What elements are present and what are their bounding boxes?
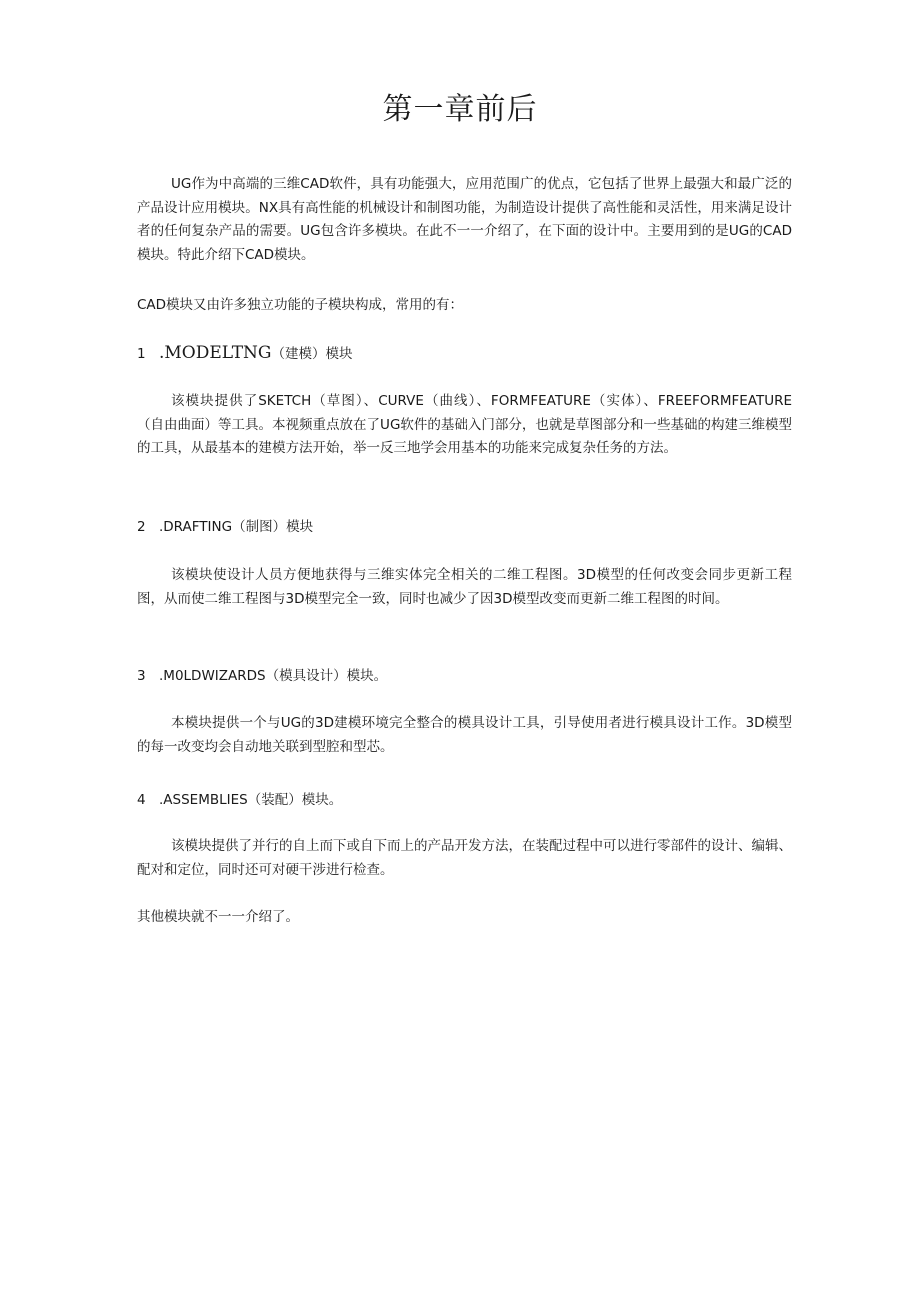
section-body-1: 该模块提供了SKETCH（草图）、CURVE（曲线）、FORMFEATURE（实体）、FREEFORMFEATURE（自由曲面）等工具。本视频重点放在了UG软件的基础入门部分，也就是草图部分和一些基础的构建三维模型的工具，从最基本的建模方法开始，举一反三地学会用基本的功能来完成复杂任务的方法。 <box>137 393 792 456</box>
page-title: 第一章前后 <box>382 92 538 127</box>
section-body-2: 该模块使设计人员方便地获得与三维实体完全相关的二维工程图。3D模型的任何改变会同步更新工程图，从而使二维工程图与3D模型完全一致，同时也减少了因3D模型改变而更新二维工程图的时间。 <box>137 567 792 607</box>
section-heading-2 <box>137 516 792 538</box>
section-suffix: （建模）模块 <box>271 346 353 362</box>
section-name: .ASSEMBLIES <box>159 792 248 808</box>
section-number: 1 <box>137 346 146 362</box>
section-heading-3 <box>137 665 792 687</box>
section-body-4: 该模块提供了并行的自上而下或自下而上的产品开发方法，在装配过程中可以进行零部件的设计、编辑、配对和定位，同时还可对硬干涉进行检查。 <box>137 838 792 878</box>
section-name: .MODELTNG <box>159 343 272 363</box>
section-suffix: （制图）模块 <box>232 519 314 535</box>
lead-paragraph: CAD模块又由许多独立功能的子模块构成，常用的有： <box>137 297 464 313</box>
section-number: 3 <box>137 668 146 684</box>
section-suffix: （装配）模块。 <box>247 792 343 808</box>
section-suffix: （模具设计）模块。 <box>265 668 388 684</box>
section-body-3: 本模块提供一个与UG的3D建模环境完全整合的模具设计工具，引导使用者进行模具设计工作。3D模型的每一改变均会自动地关联到型腔和型芯。 <box>137 715 792 755</box>
section-name: .M0LDWIZARDS <box>159 668 266 684</box>
section-number: 2 <box>137 519 146 535</box>
closing-paragraph: 其他模块就不一一介绍了。 <box>137 909 299 925</box>
section-heading-4 <box>137 789 792 811</box>
intro-paragraph: UG作为中高端的三维CAD软件，具有功能强大，应用范围广的优点，它包括了世界上最强大和最广泛的产品设计应用模块。NX具有高性能的机械设计和制图功能，为制造设计提供了高性能和灵活性，用来满足设计者的任何复杂产品的需要。UG包含许多模块。在此不一一介绍了，在下面的设计中。主要用到的是UG的CAD模块。特此介绍下CAD模块。 <box>137 176 792 263</box>
section-name: .DRAFTING <box>159 519 233 535</box>
section-number: 4 <box>137 792 146 808</box>
section-heading-1 <box>137 342 792 365</box>
